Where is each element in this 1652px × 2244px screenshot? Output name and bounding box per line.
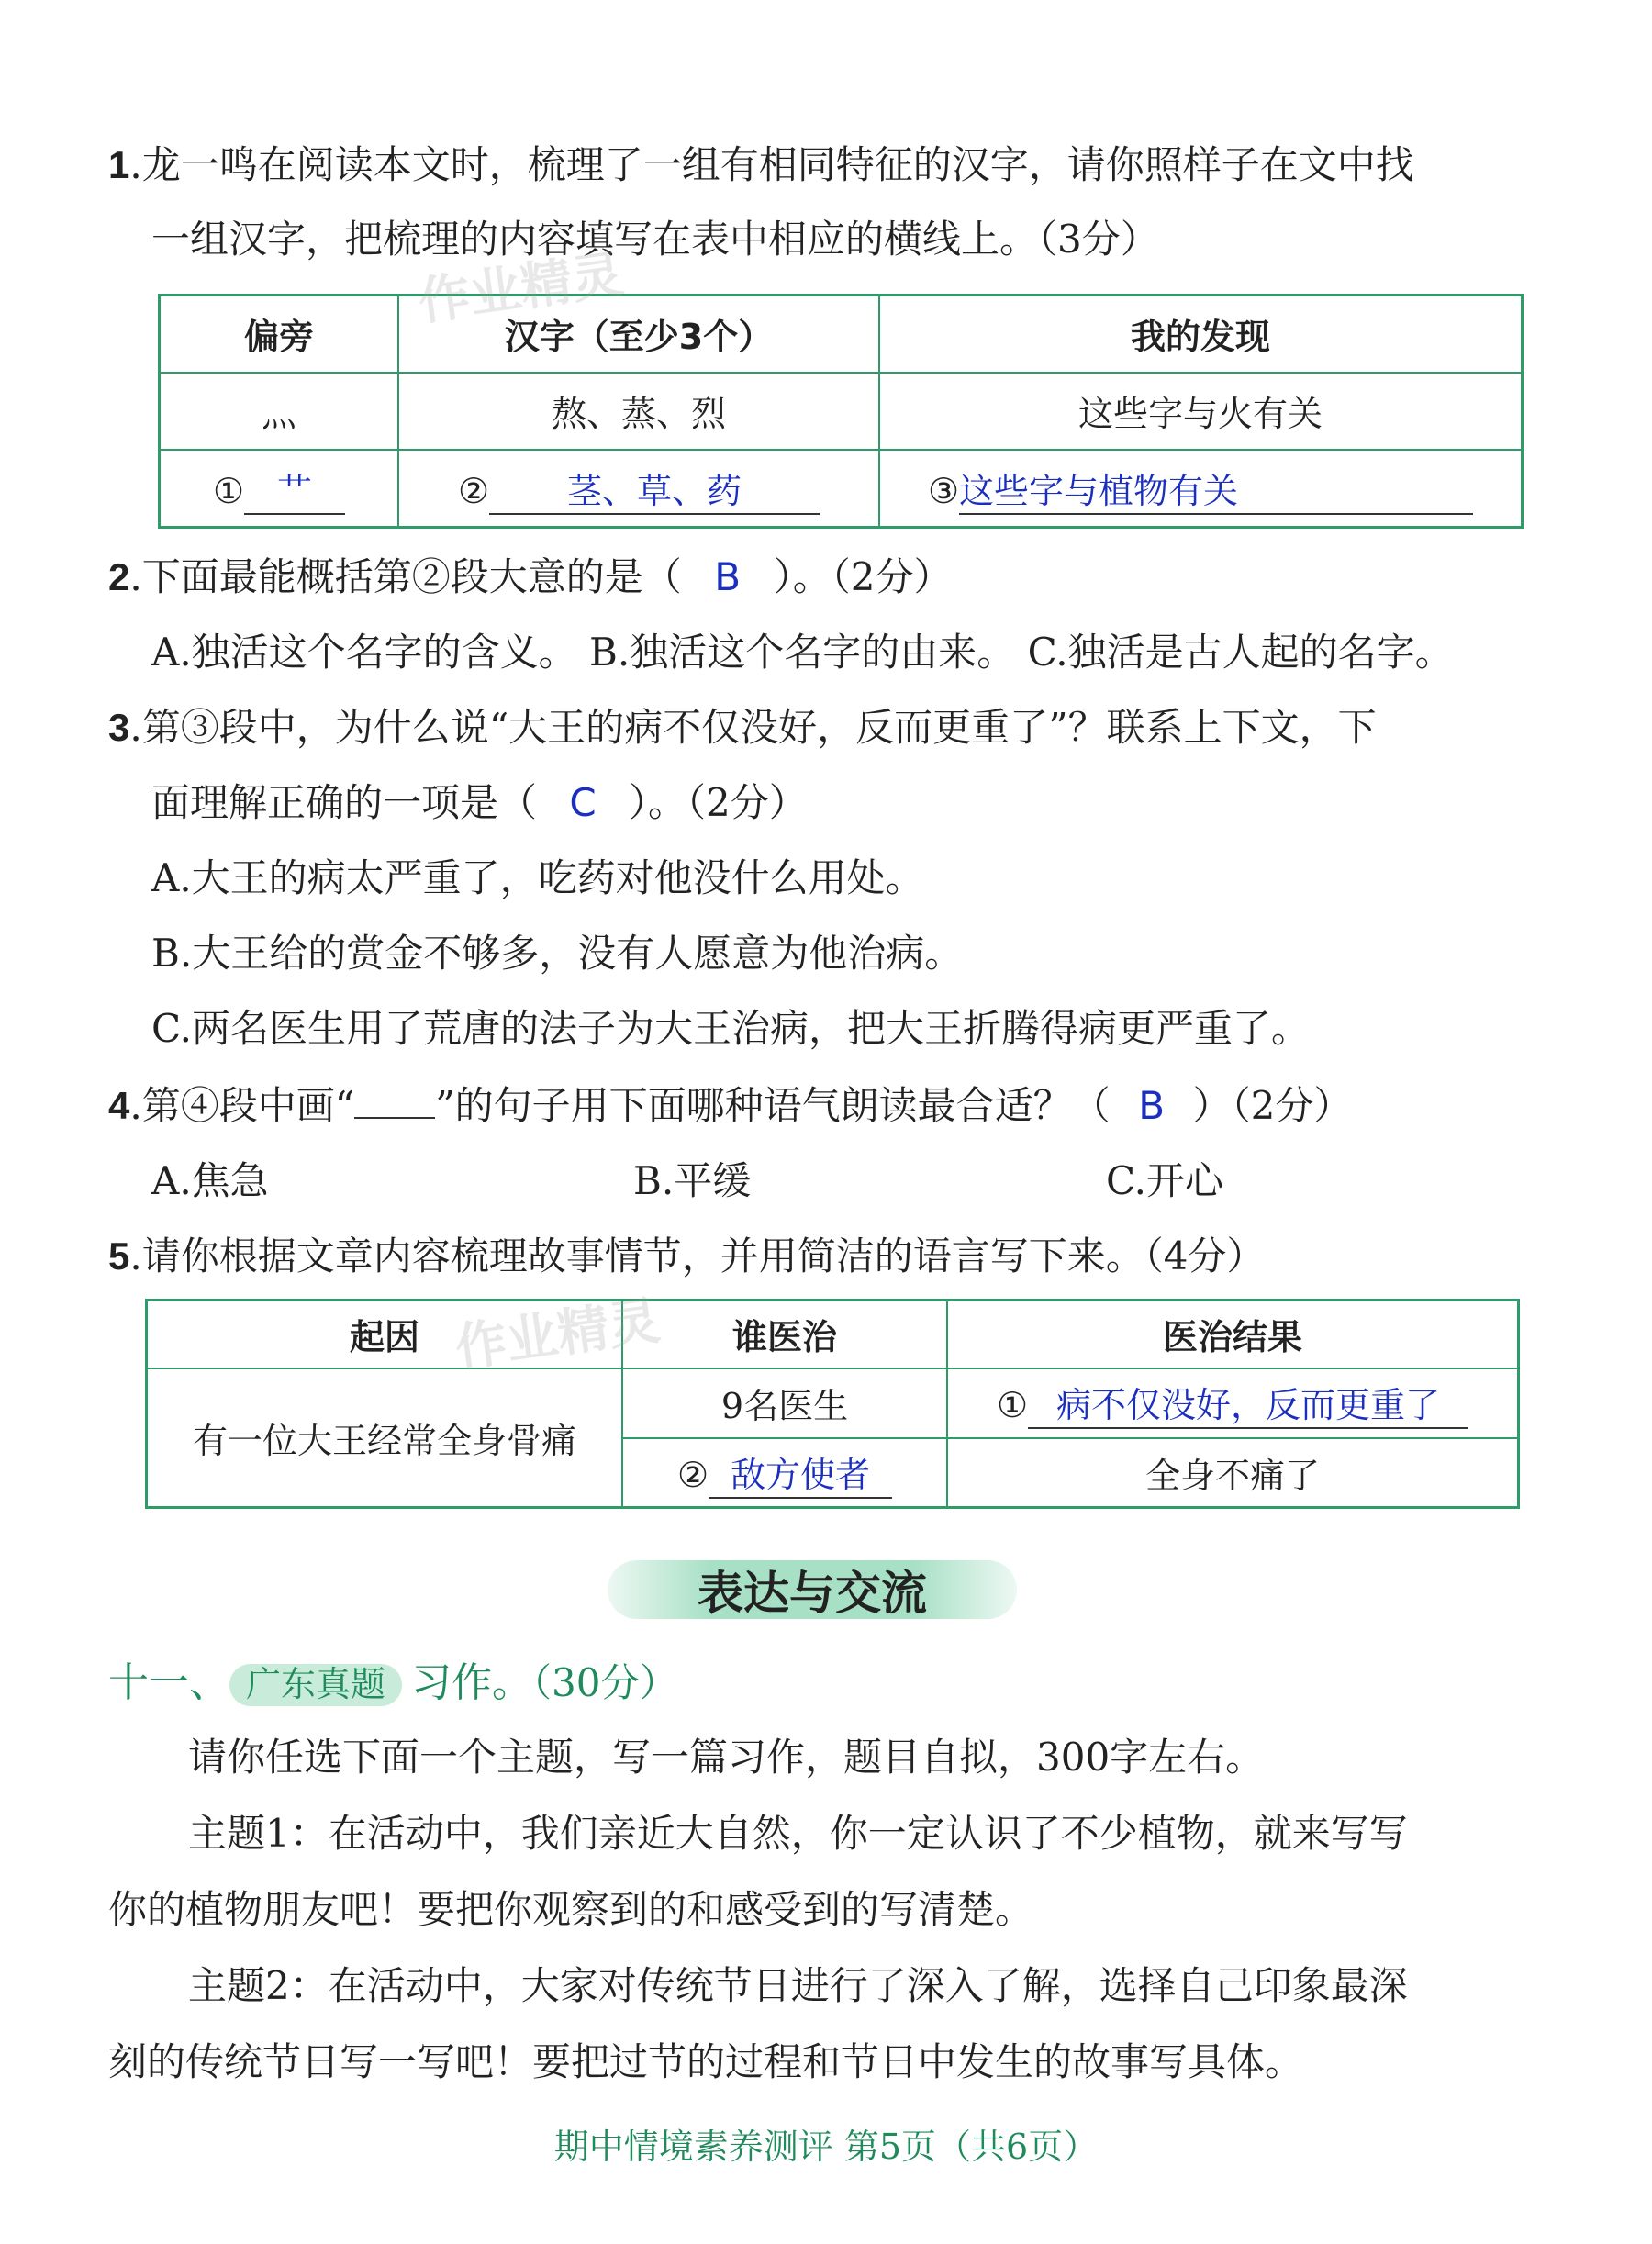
q3-line2: 面理解正确的一项是（ C ）。（2分） xyxy=(151,780,808,825)
q11-topic1-line1: 主题1：在活动中，我们亲近大自然，你一定认识了不少植物，就来写写 xyxy=(188,1811,1408,1856)
answer-radical[interactable]: 艹 xyxy=(244,463,345,515)
q11-intro: 请你任选下面一个主题，写一篇习作，题目自拟，300字左右。 xyxy=(188,1735,1265,1780)
q1-example-finding: 这些字与火有关 xyxy=(879,373,1523,450)
marker-2: ② xyxy=(676,1454,709,1495)
page-footer: 期中情境素养测评 第5页（共6页） xyxy=(553,2127,1099,2167)
section-banner xyxy=(608,1560,1017,1619)
answer-result-1[interactable]: 病不仅没好，反而更重了 xyxy=(1028,1377,1468,1429)
q4-option-b: B.平缓 xyxy=(633,1158,752,1203)
watermark-1: 作业精灵 xyxy=(415,244,628,333)
q5-result-1-cell xyxy=(947,1368,1519,1438)
q1-header-chars: 汉字（至少3个） xyxy=(398,296,879,373)
q5-who-2-cell xyxy=(622,1438,947,1508)
q2-stem: 2.下面最能概括第②段大意的是（ B ）。（2分） xyxy=(108,554,953,599)
marker-1: ① xyxy=(212,470,245,511)
q11-topic2-line1: 主题2：在活动中，大家对传统节日进行了深入了解，选择自己印象最深 xyxy=(188,1963,1408,2008)
q1-table xyxy=(158,294,1524,529)
q3-line1: 3.第③段中，为什么说“大王的病不仅没好，反而更重了”？联系上下文，下 xyxy=(108,705,1377,750)
q5-table xyxy=(145,1299,1520,1509)
q1-example-radical: 灬 xyxy=(160,373,399,450)
q4-answer[interactable]: B xyxy=(1138,1083,1166,1128)
q3-answer[interactable]: C xyxy=(569,780,597,825)
q5-result-2: 全身不痛了 xyxy=(947,1438,1519,1508)
q1-example-chars: 熬、蒸、烈 xyxy=(398,373,879,450)
q3-option-b: B.大王给的赏金不够多，没有人愿意为他治病。 xyxy=(151,931,964,976)
q1-line1: 1.龙一鸣在阅读本文时，梳理了一组有相同特征的汉字，请你照样子在文中找 xyxy=(108,142,1414,187)
q5-header-result: 医治结果 xyxy=(947,1301,1519,1368)
answer-who-2[interactable]: 敌方使者 xyxy=(709,1446,892,1499)
marker-3: ③ xyxy=(927,470,960,511)
q1-header-radical: 偏旁 xyxy=(160,296,399,373)
q11-topic1-line2: 你的植物朋友吧！要把你观察到的和感受到的写清楚。 xyxy=(108,1887,1034,1932)
q4-option-c: C.开心 xyxy=(1106,1158,1223,1203)
marker-2: ② xyxy=(457,470,490,511)
q1-answer-chars-cell xyxy=(398,450,879,527)
q4-stem: 4.第④段中画“ ”的句子用下面哪种语气朗读最合适？（ B ）（2分） xyxy=(108,1083,1353,1128)
q11-tag: 广东真题 xyxy=(229,1664,402,1706)
section-title: 表达与交流 xyxy=(698,1567,927,1620)
q1-answer-radical-cell xyxy=(160,450,399,527)
q2-answer[interactable]: B xyxy=(714,554,742,599)
q1-header-finding: 我的发现 xyxy=(879,296,1523,373)
q3-option-a: A.大王的病太严重了，吃药对他没什么用处。 xyxy=(151,855,924,900)
q5-header-cause: 起因 xyxy=(147,1301,623,1368)
q1-answer-finding-cell xyxy=(879,450,1523,527)
q5-header-who: 谁医治 xyxy=(622,1301,947,1368)
marker-1: ① xyxy=(996,1385,1029,1425)
q2-options: A.独活这个名字的含义。 B.独活这个名字的由来。 C.独活是古人起的名字。 xyxy=(151,630,1454,675)
watermark-2: 作业精灵 xyxy=(452,1290,664,1379)
q11-topic2-line2: 刻的传统节日写一写吧！要把过节的过程和节日中发生的故事写具体。 xyxy=(108,2039,1304,2084)
q1-line2: 一组汉字，把梳理的内容填写在表中相应的横线上。（3分） xyxy=(151,217,1159,262)
q4-option-a: A.焦急 xyxy=(151,1158,269,1203)
q3-option-c: C.两名医生用了荒唐的法子为大王治病，把大王折腾得病更严重了。 xyxy=(151,1006,1310,1051)
q5-who-1: 9名医生 xyxy=(622,1368,947,1438)
answer-finding[interactable]: 这些字与植物有关 xyxy=(959,463,1473,515)
q4-underline-mark xyxy=(354,1086,435,1119)
q5-stem: 5.请你根据文章内容梳理故事情节，并用简洁的语言写下来。（4分） xyxy=(108,1234,1266,1278)
q5-cause: 有一位大王经常全身骨痛 xyxy=(147,1368,623,1508)
q11-heading: 十一、 广东真题 习作。（30分） xyxy=(108,1659,678,1706)
answer-chars[interactable]: 茎、草、药 xyxy=(489,463,820,515)
